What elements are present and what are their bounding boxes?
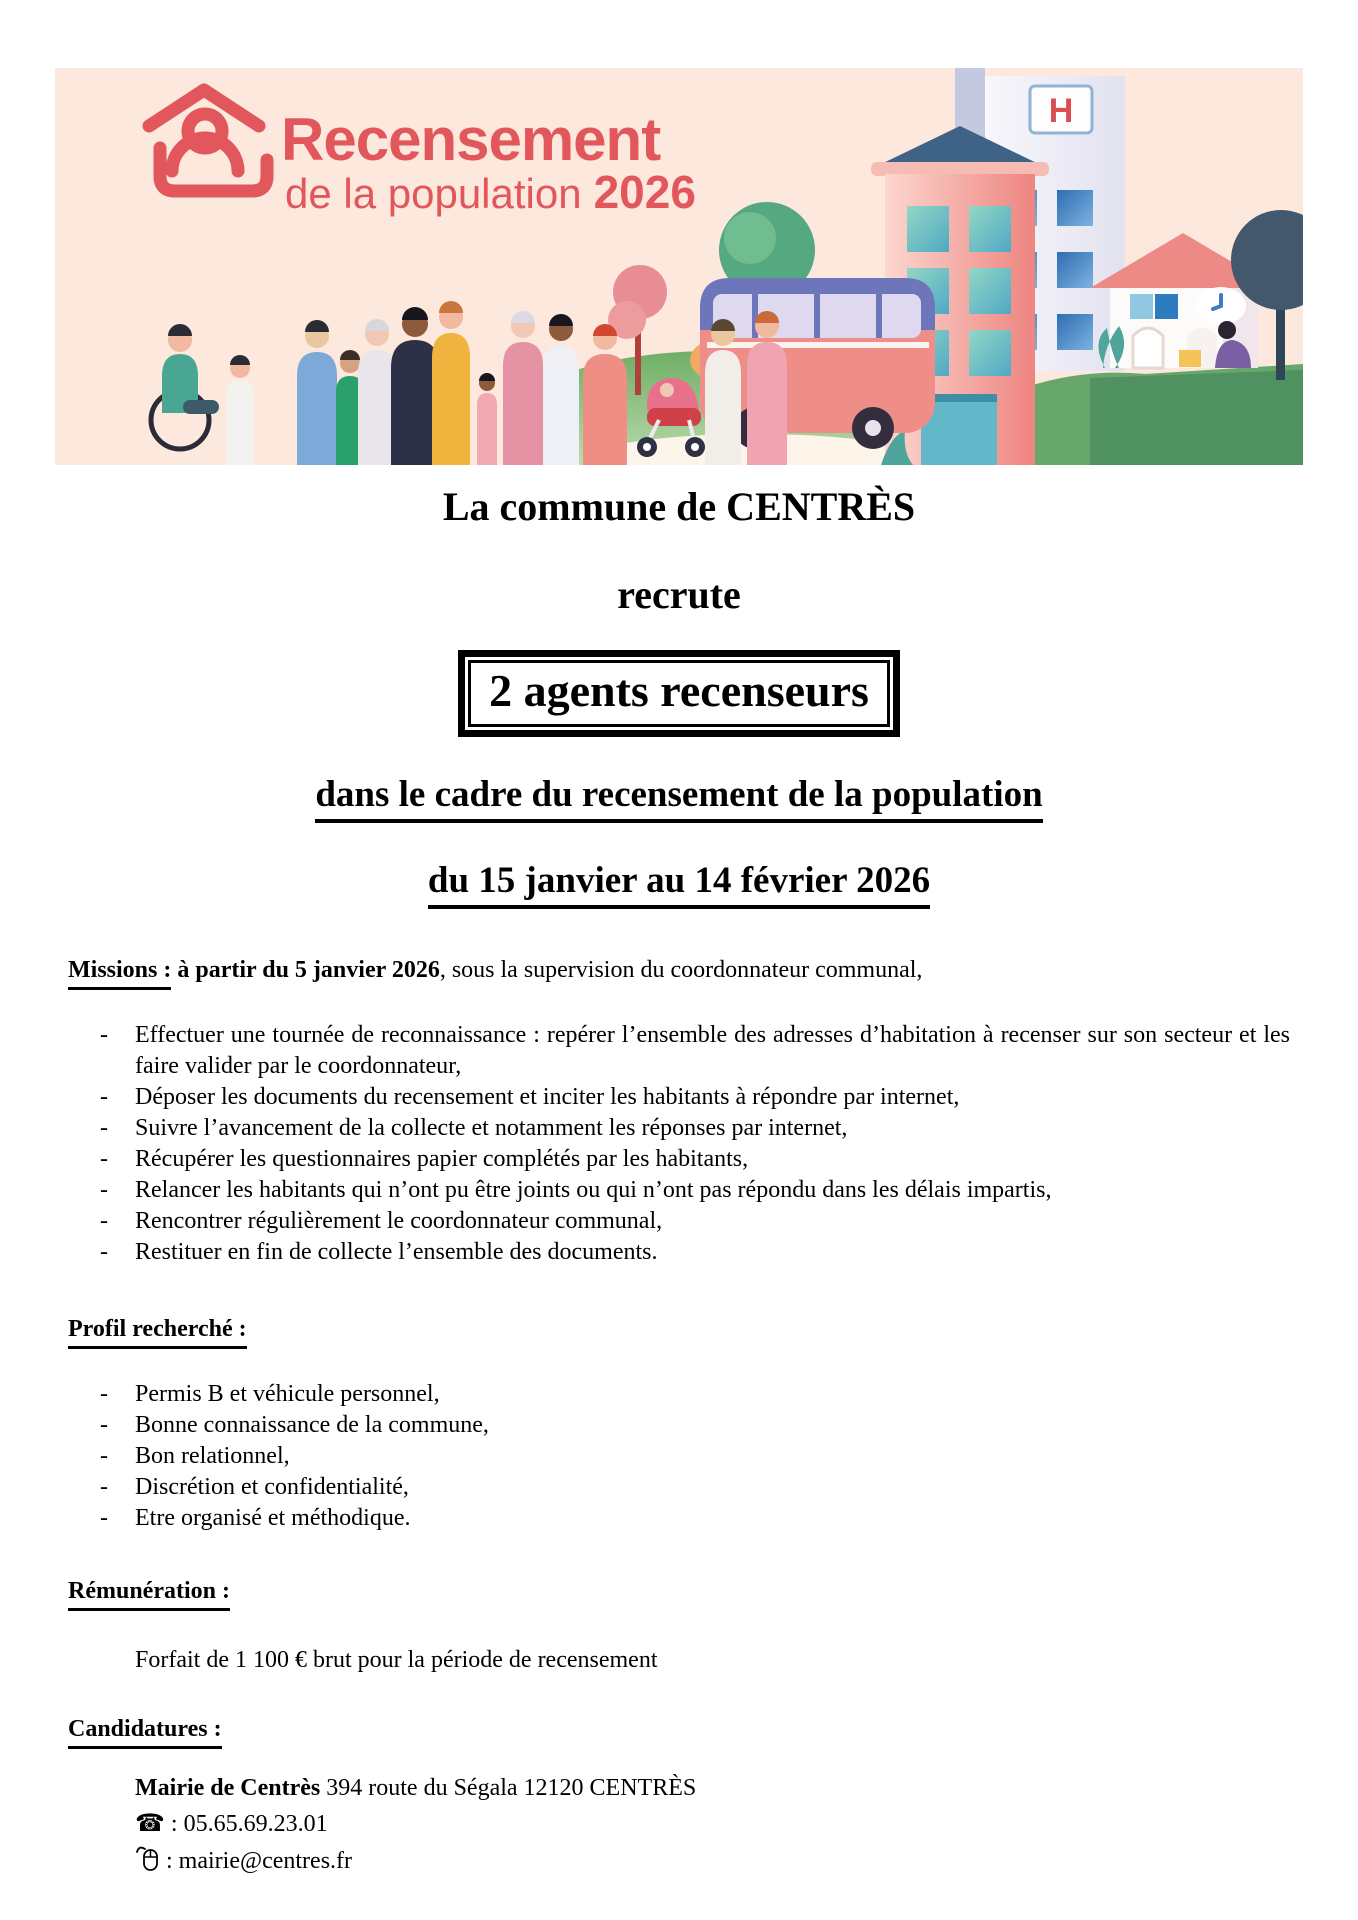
period-heading: du 15 janvier au 14 février 2026: [0, 859, 1358, 909]
page-title: La commune de CENTRÈS: [442, 484, 916, 529]
applications-heading-line: [68, 1714, 1290, 1749]
email-address: mairie@centres.fr: [178, 1847, 353, 1874]
missions-start-date: à partir du 5 janvier 2026: [171, 956, 440, 983]
mission-item: - Relancer les habitants qui n’ont pu être joints ou qui n’ont pas répondu dans les délais impartis,: [68, 1175, 1290, 1206]
boxed-title-wrap: [0, 650, 1358, 737]
profile-item: - Permis B et véhicule personnel,: [68, 1379, 1290, 1410]
applications-email-line: [68, 1844, 1290, 1877]
census-banner-illustration: [55, 68, 1303, 465]
arched-door: [1133, 328, 1163, 368]
logo-subtitle: de la population 2026: [285, 166, 696, 218]
remuneration-text: Forfait de 1 100 € brut pour la période de recensement: [135, 1646, 658, 1673]
mission-item: - Rencontrer régulièrement le coordonnateur communal,: [68, 1206, 1290, 1237]
boxed-title: 2 agents recenseurs: [468, 660, 890, 727]
profile-heading: Profil recherché :: [68, 1314, 247, 1349]
profile-item: - Bonne connaissance de la commune,: [68, 1410, 1290, 1441]
double-border-box: [458, 650, 900, 737]
town-hall-address: 394 route du Ségala 12120 CENTRÈS: [320, 1774, 697, 1801]
hospital-sign: [1030, 86, 1092, 133]
document-content: [0, 955, 1358, 1877]
remuneration-heading-line: [68, 1576, 1290, 1611]
missions-intro: [68, 955, 1290, 990]
recruits-label: recrute: [617, 572, 741, 617]
profile-item: - Bon relationnel,: [68, 1441, 1290, 1472]
missions-heading: Missions :: [68, 957, 171, 983]
mouse-icon: [135, 1844, 160, 1877]
phone-number: 05.65.69.23.01: [183, 1810, 328, 1837]
town-hall-name: Mairie de Centrès: [135, 1774, 321, 1801]
clock: [1196, 287, 1246, 325]
separator: :: [164, 1810, 184, 1837]
mission-item: - Suivre l’avancement de la collecte et notamment les réponses par internet,: [68, 1113, 1290, 1144]
remuneration-heading: Rémunération :: [68, 1576, 230, 1611]
applications-heading: Candidatures :: [68, 1714, 222, 1749]
logo-title: Recensement: [281, 106, 661, 173]
separator: :: [160, 1847, 179, 1874]
mission-item: - Déposer les documents du recensement et inciter les habitants à répondre par internet,: [68, 1082, 1290, 1113]
person: [477, 373, 497, 465]
applications-address: [68, 1773, 1290, 1804]
house-window: [1130, 294, 1153, 319]
mission-item: - Restituer en fin de collecte l’ensemble des documents.: [68, 1237, 1290, 1268]
house-window: [1155, 294, 1178, 319]
mission-item: - Effectuer une tournée de reconnaissance : repérer l’ensemble des adresses d’habitation à recenser sur son secteur et les faire valider par le coordonnateur,: [68, 1020, 1290, 1082]
missions-intro-rest: , sous la supervision du coordonnateur communal,: [439, 956, 923, 983]
profile-item: - Etre organisé et méthodique.: [68, 1503, 1290, 1534]
missions-list: [68, 1020, 1290, 1268]
svg-text:H: H: [1048, 92, 1074, 130]
profile-heading-line: [68, 1314, 1290, 1349]
applications-phone-line: [68, 1808, 1290, 1840]
mission-item: - Récupérer les questionnaires papier complétés par les habitants,: [68, 1144, 1290, 1175]
profile-list: [68, 1379, 1290, 1534]
phone-icon: ☎: [135, 1808, 165, 1837]
context-heading: dans le cadre du recensement de la population: [0, 773, 1358, 823]
profile-item: - Discrétion et confidentialité,: [68, 1472, 1290, 1503]
